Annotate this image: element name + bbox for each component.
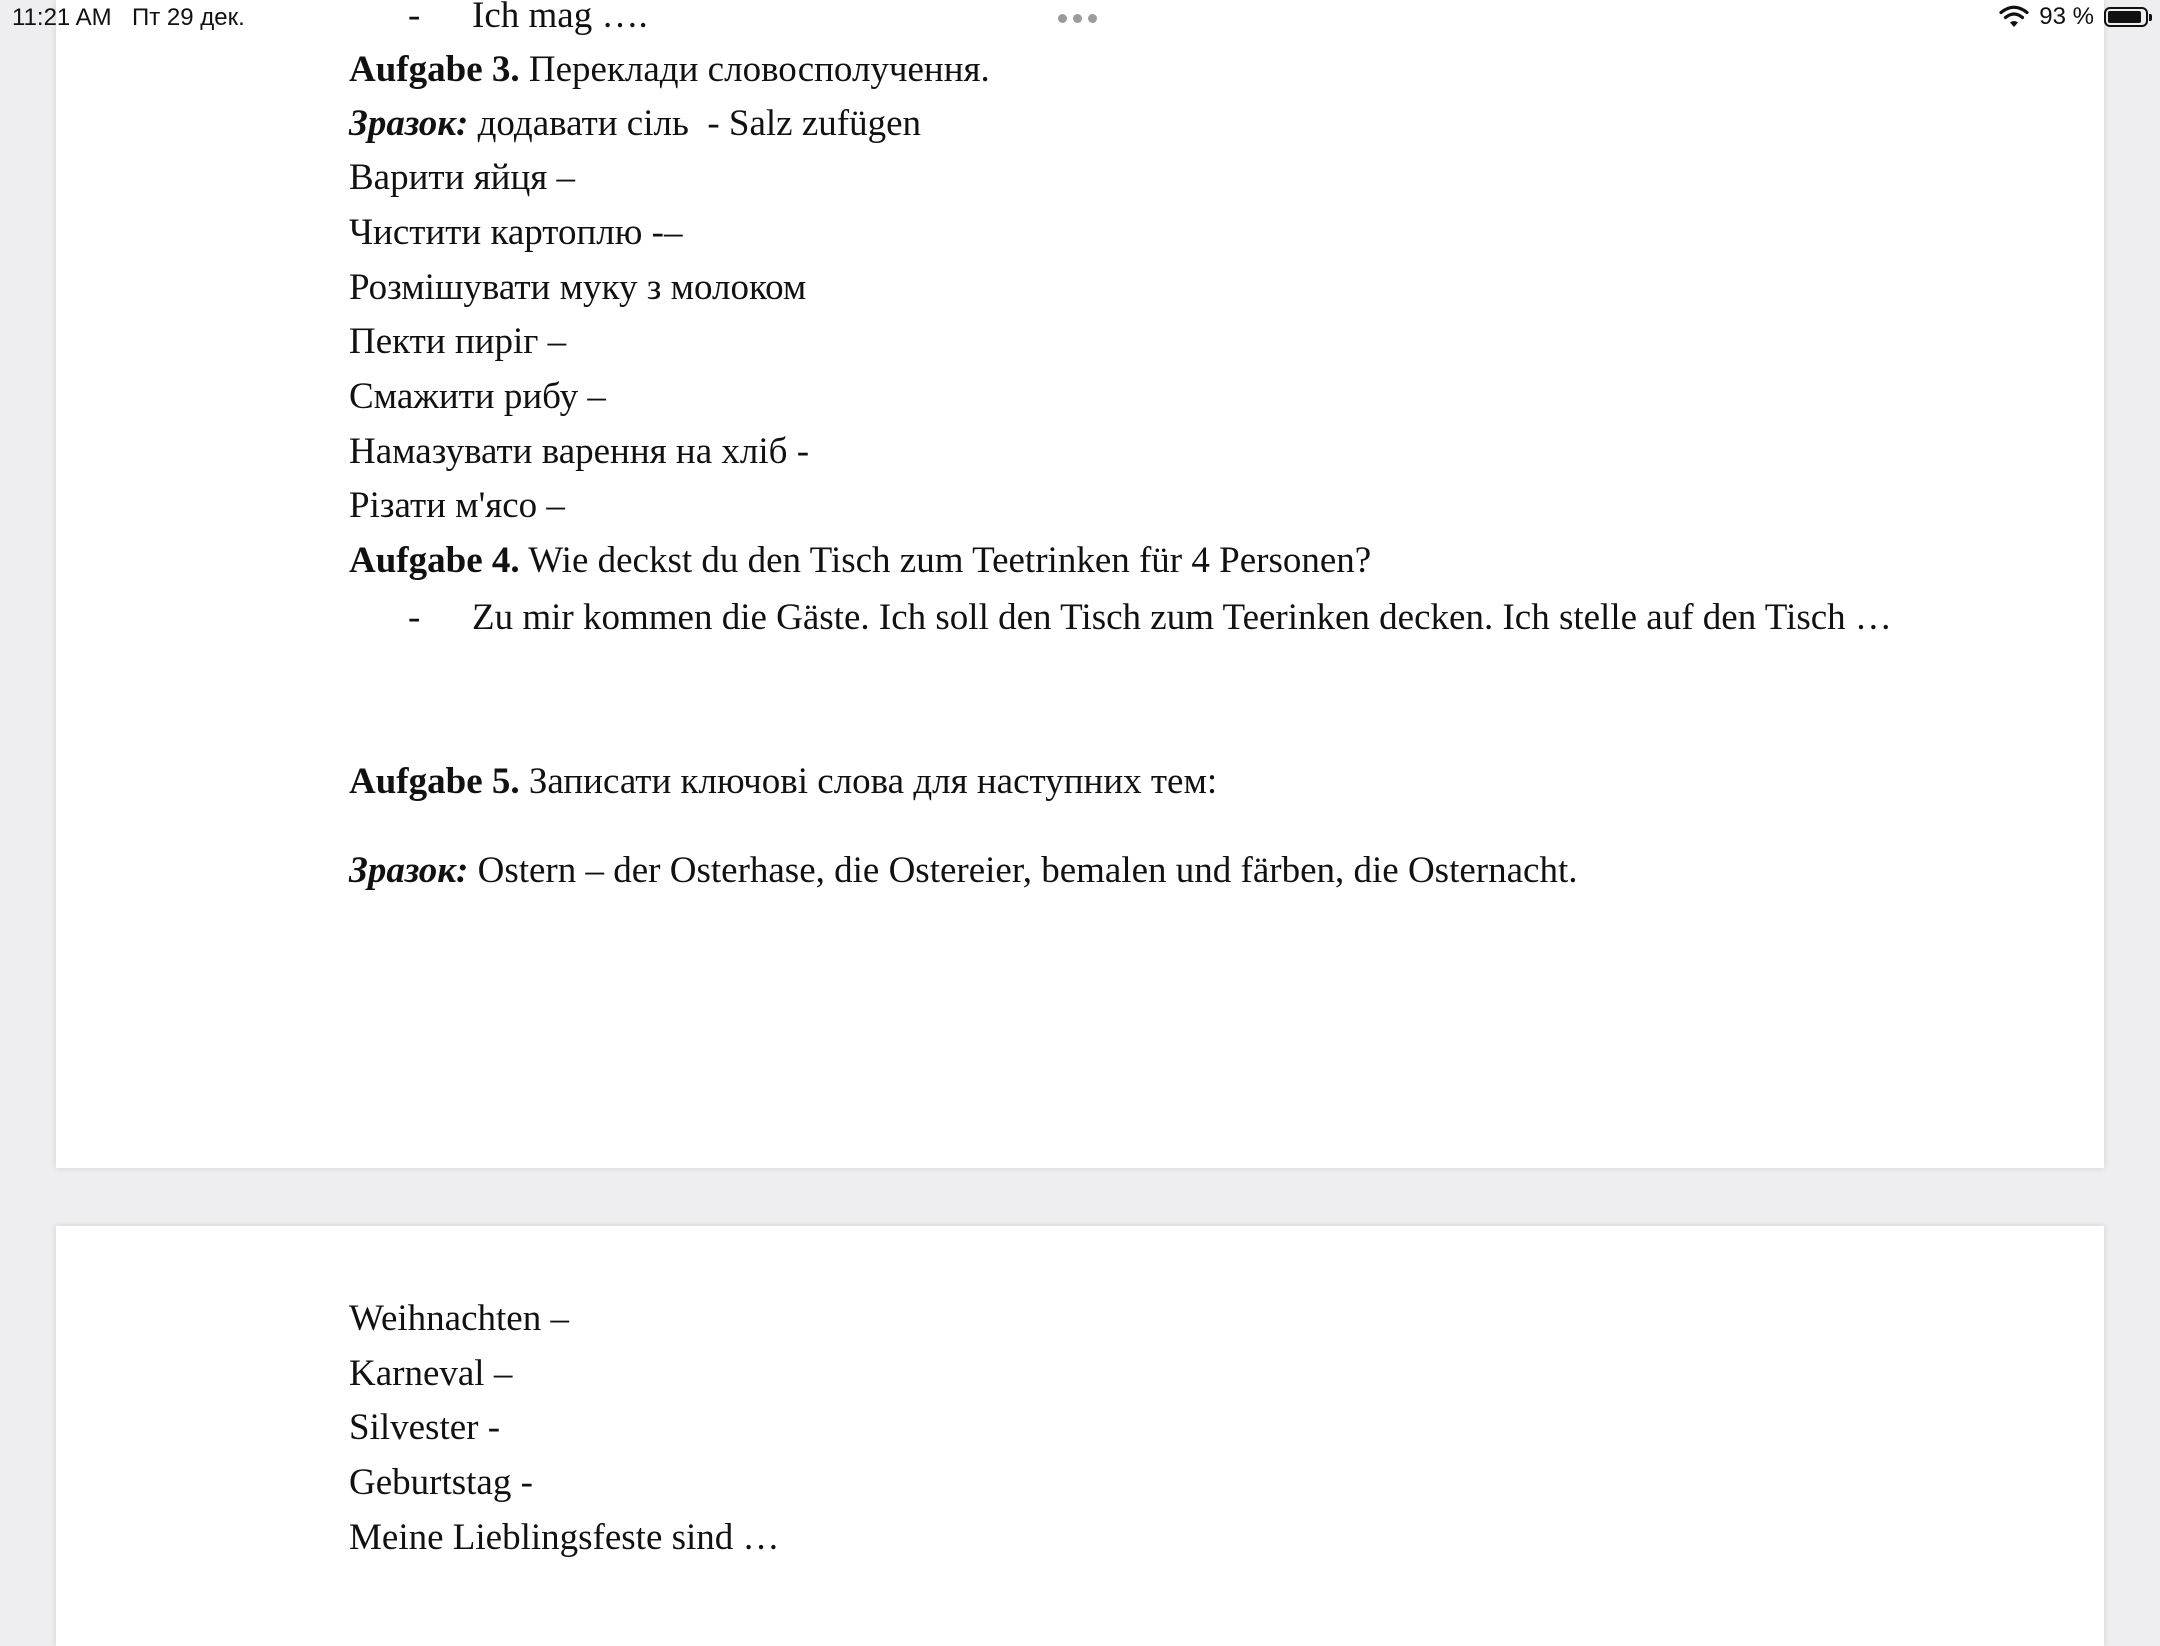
task3-line: Смажити рибу – [349, 376, 606, 417]
task4-text: Wie deckst du den Tisch zum Teetrinken für 4 Personen? [528, 540, 1372, 581]
task5-example [349, 851, 1577, 892]
battery-icon [2104, 7, 2148, 27]
task3-title: Aufgabe 3. [349, 49, 520, 90]
example-text: додавати сіль - Salz zufügen [468, 103, 922, 144]
task4-bullet-text: Zu mir kommen die Gäste. Ich soll den Tisch zum Teerinken decken. Ich stelle auf den Tisch … [472, 597, 1892, 638]
task3-line: Варити яйця – [349, 157, 576, 198]
document-page-2[interactable] [56, 1226, 2104, 1646]
battery-fill [2108, 11, 2141, 23]
task5-title: Aufgabe 5. [349, 761, 520, 802]
task3-line: Чистити картоплю -– [349, 212, 683, 253]
battery-percentage: 93 % [2039, 3, 2094, 30]
task3-heading [349, 50, 990, 91]
bullet-dash: - [408, 0, 421, 36]
document-page-1[interactable] [56, 0, 2104, 1168]
bullet-text: Ich mag …. [472, 0, 648, 36]
status-right-group [1999, 3, 2148, 31]
task3-line: Намазувати варення на хліб - [349, 431, 810, 472]
topic-line: Karneval – [349, 1353, 513, 1394]
status-bar [0, 0, 2160, 40]
topic-line: Geburtstag - [349, 1462, 533, 1503]
topic-line: Silvester - [349, 1407, 501, 1448]
example-text: Ostern – der Osterhase, die Ostereier, bemalen und färben, die Osternacht. [477, 850, 1578, 891]
topic-line: Weihnachten – [349, 1298, 569, 1339]
example-label: Зразок: [349, 850, 469, 891]
task3-line: Пекти пиріг – [349, 321, 567, 362]
example-label: Зразок: [349, 103, 469, 144]
task3-line: Розмішувати муку з молоком [349, 267, 807, 308]
wifi-icon [1999, 5, 2029, 29]
task5-heading [349, 762, 1217, 803]
task5-text: Записати ключові слова для наступних тем: [528, 761, 1218, 802]
task3-example [349, 104, 921, 145]
status-date: Пт 29 дек. [132, 4, 245, 31]
task3-text: Переклади словосполучення. [528, 49, 990, 90]
task4-heading [349, 541, 1371, 582]
topic-line: Meine Lieblingsfeste sind … [349, 1517, 780, 1558]
task3-line: Різати м'ясо – [349, 485, 565, 526]
bullet-dash: - [408, 597, 421, 638]
multitasking-dots-icon[interactable] [1058, 14, 1097, 23]
task4-title: Aufgabe 4. [349, 540, 520, 581]
status-time: 11:21 AM [12, 4, 112, 31]
